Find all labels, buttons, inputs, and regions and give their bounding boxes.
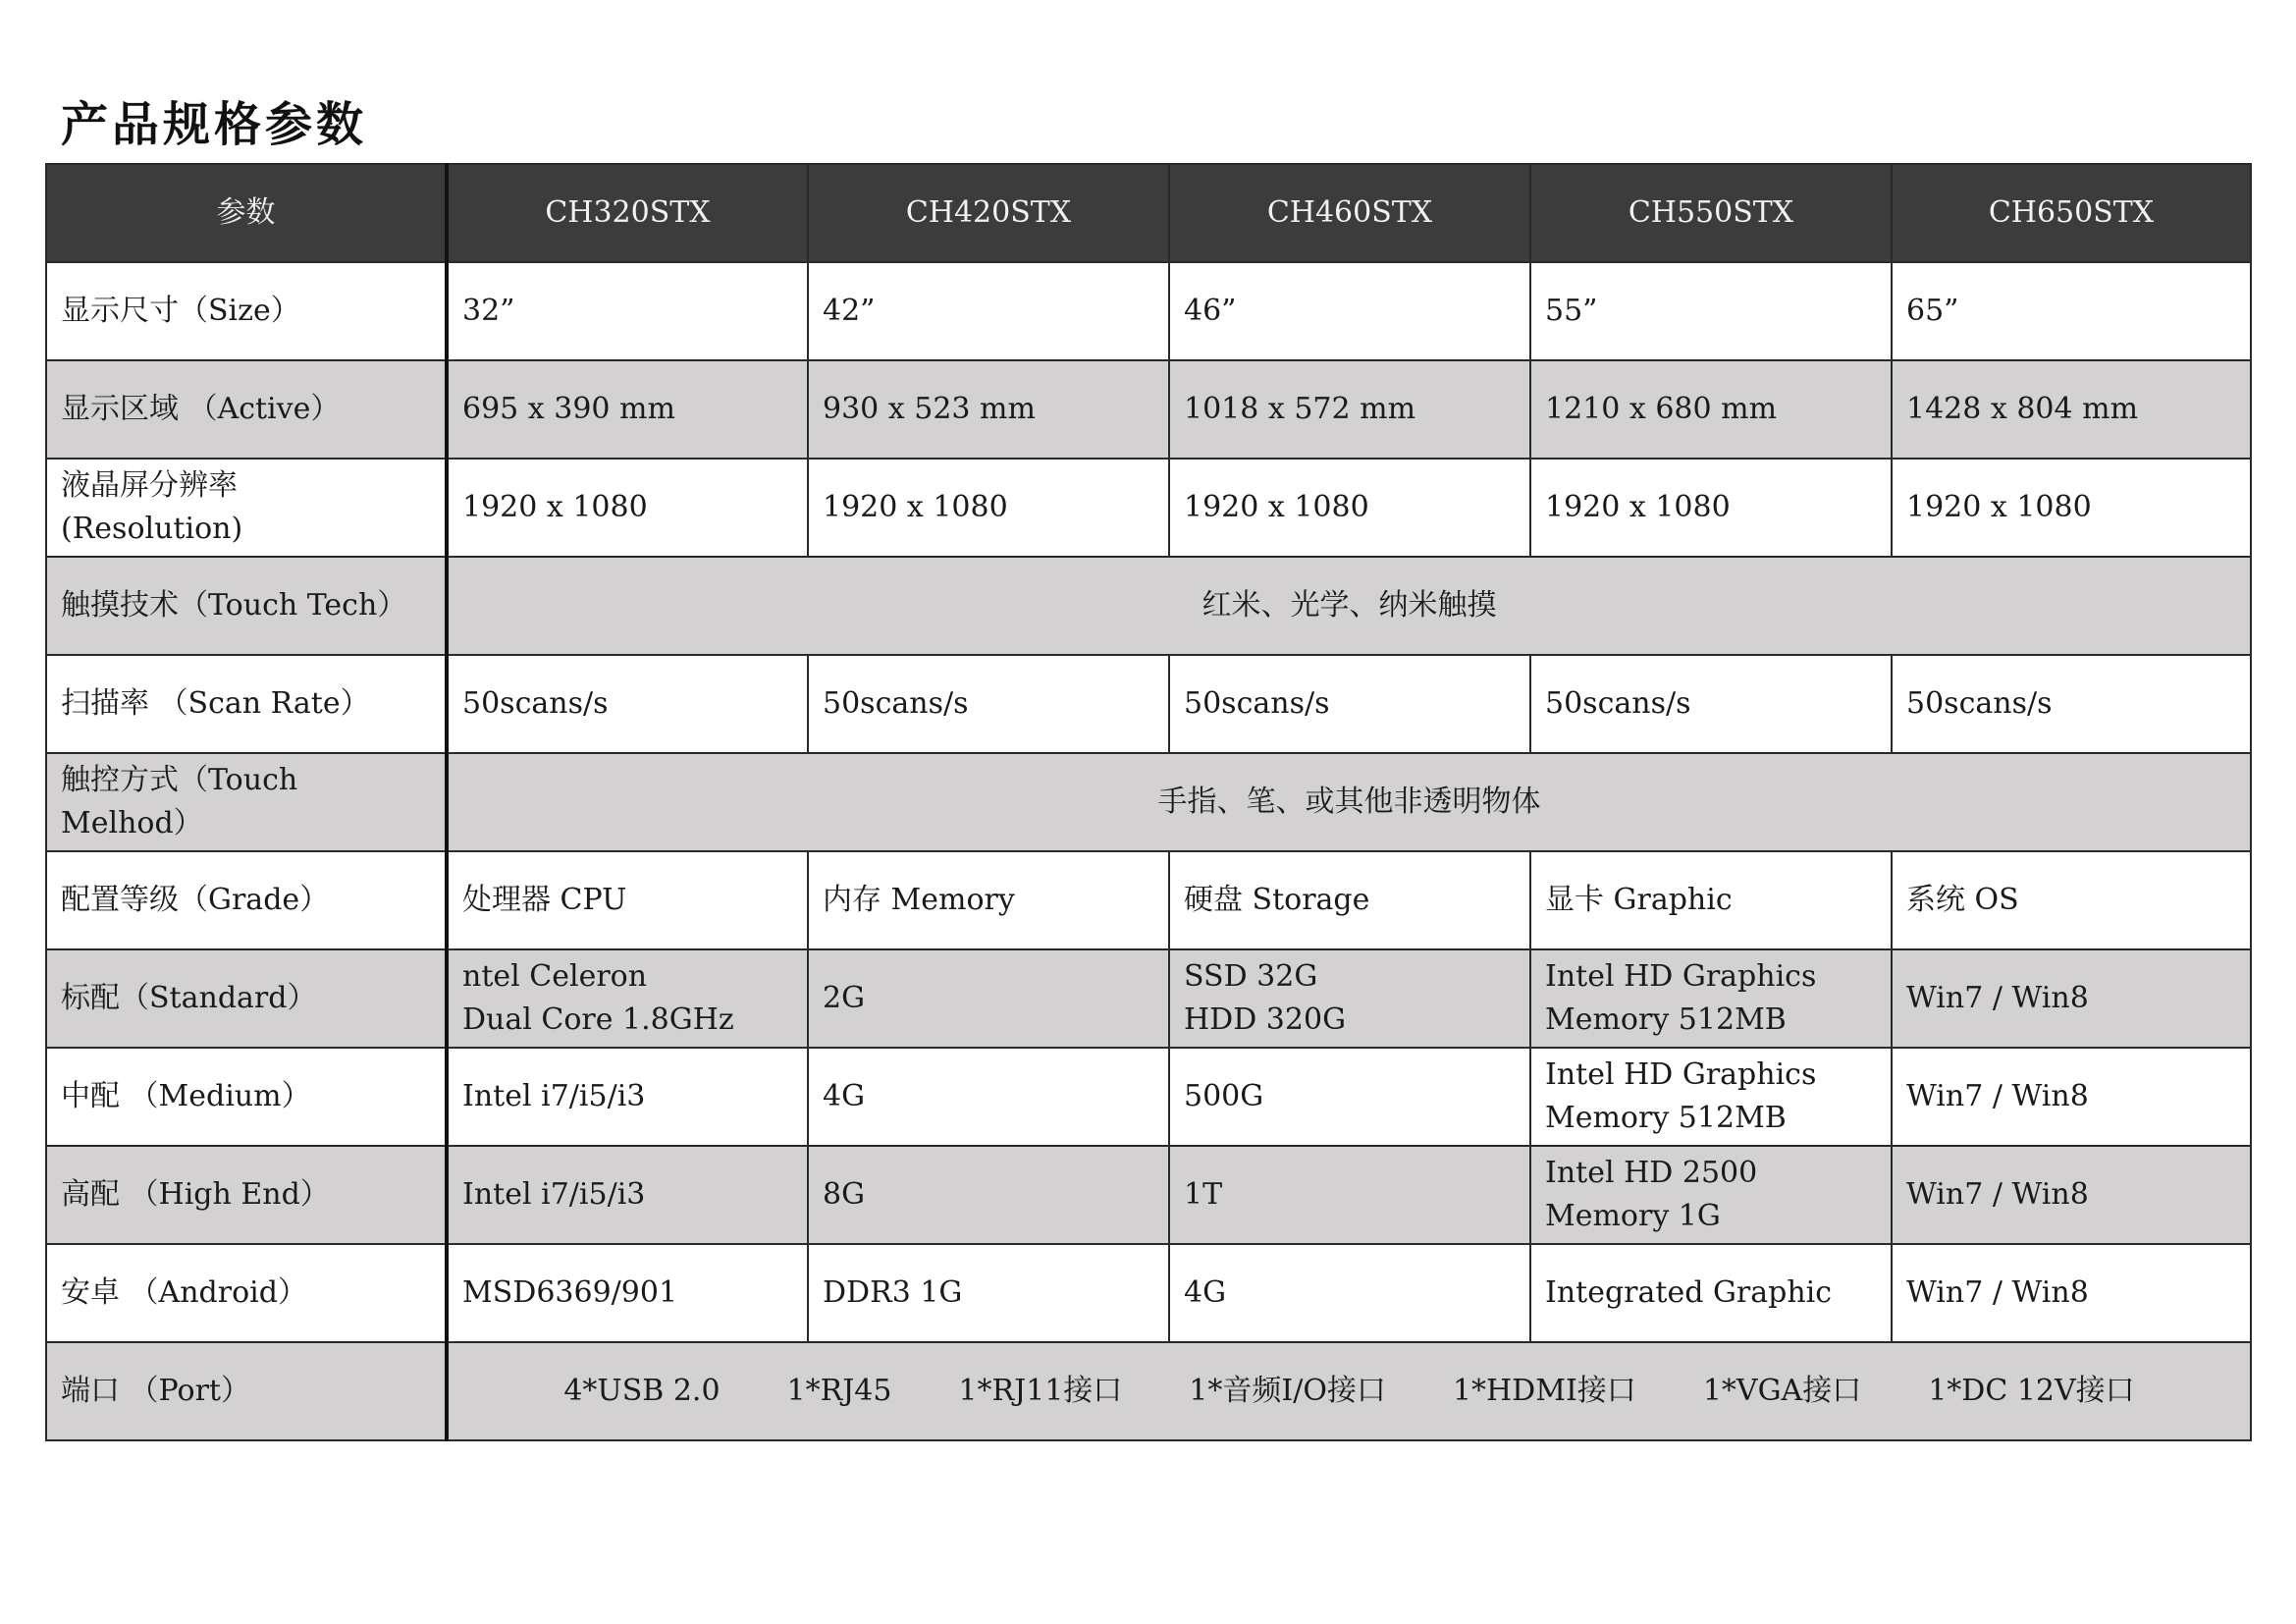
table-cell: 1920 x 1080 bbox=[1530, 459, 1892, 557]
row-label-line: (Resolution) bbox=[61, 512, 243, 546]
table-row-touch-method bbox=[46, 753, 2251, 851]
table-cell: 1920 x 1080 bbox=[808, 459, 1169, 557]
port-item: 1*RJ45 bbox=[786, 1374, 892, 1408]
header-model: CH650STX bbox=[1892, 164, 2251, 262]
row-label bbox=[46, 753, 447, 851]
table-row-size bbox=[46, 262, 2251, 360]
table-cell: 50scans/s bbox=[1530, 655, 1892, 753]
table-cell: 1210 x 680 mm bbox=[1530, 360, 1892, 459]
port-item: 1*RJ11接口 bbox=[958, 1374, 1123, 1408]
port-item: 1*HDMI接口 bbox=[1452, 1374, 1636, 1408]
port-item: 4*USB 2.0 bbox=[563, 1374, 721, 1408]
table-cell: 55” bbox=[1530, 262, 1892, 360]
table-cell: 1920 x 1080 bbox=[1169, 459, 1530, 557]
table-cell-merged: 红米、光学、纳米触摸 bbox=[447, 557, 2251, 655]
table-cell: 内存 Memory bbox=[808, 851, 1169, 949]
table-cell: MSD6369/901 bbox=[447, 1244, 808, 1342]
table-cell: 50scans/s bbox=[447, 655, 808, 753]
header-param: 参数 bbox=[46, 164, 447, 262]
table-row-android bbox=[46, 1244, 2251, 1342]
table-cell: 695 x 390 mm bbox=[447, 360, 808, 459]
row-label-line: 液晶屏分辨率 bbox=[61, 468, 238, 503]
header-model: CH420STX bbox=[808, 164, 1169, 262]
cell-line: Intel HD Graphics bbox=[1545, 959, 1817, 994]
table-cell: Win7 / Win8 bbox=[1892, 1146, 2251, 1244]
table-row-grade bbox=[46, 851, 2251, 949]
row-label bbox=[46, 459, 447, 557]
cell-line: SSD 32G bbox=[1184, 959, 1318, 994]
row-label: 中配 （Medium） bbox=[46, 1048, 447, 1146]
cell-line: Dual Core 1.8GHz bbox=[462, 1002, 734, 1037]
row-label-line: 触控方式（Touch bbox=[61, 763, 298, 797]
table-row-touch-tech bbox=[46, 557, 2251, 655]
cell-line: Memory 1G bbox=[1545, 1199, 1721, 1233]
port-item: 1*VGA接口 bbox=[1702, 1374, 1862, 1408]
row-label: 配置等级（Grade） bbox=[46, 851, 447, 949]
table-row-medium bbox=[46, 1048, 2251, 1146]
table-cell: 系统 OS bbox=[1892, 851, 2251, 949]
spec-table bbox=[45, 163, 2252, 1441]
table-cell: 42” bbox=[808, 262, 1169, 360]
row-label-line: Melhod） bbox=[61, 806, 203, 840]
row-label: 触摸技术（Touch Tech） bbox=[46, 557, 447, 655]
table-cell: 8G bbox=[808, 1146, 1169, 1244]
port-item: 1*DC 12V接口 bbox=[1928, 1374, 2135, 1408]
table-cell-merged: 手指、笔、或其他非透明物体 bbox=[447, 753, 2251, 851]
table-cell: 65” bbox=[1892, 262, 2251, 360]
cell-line: HDD 320G bbox=[1184, 1002, 1347, 1037]
row-label: 端口 （Port） bbox=[46, 1342, 447, 1440]
row-label: 标配（Standard） bbox=[46, 949, 447, 1048]
row-label: 显示区域 （Active） bbox=[46, 360, 447, 459]
cell-line: ntel Celeron bbox=[462, 959, 648, 994]
cell-line: Intel HD 2500 bbox=[1545, 1156, 1758, 1190]
table-cell bbox=[447, 949, 808, 1048]
table-cell-merged bbox=[447, 1342, 2251, 1440]
port-list bbox=[462, 1370, 2236, 1413]
header-row bbox=[46, 164, 2251, 262]
table-row-standard bbox=[46, 949, 2251, 1048]
table-row-resolution bbox=[46, 459, 2251, 557]
table-cell: 50scans/s bbox=[1892, 655, 2251, 753]
cell-line: Intel HD Graphics bbox=[1545, 1057, 1817, 1092]
table-cell: Integrated Graphic bbox=[1530, 1244, 1892, 1342]
table-cell: 显卡 Graphic bbox=[1530, 851, 1892, 949]
table-cell: Win7 / Win8 bbox=[1892, 1244, 2251, 1342]
table-cell: 2G bbox=[808, 949, 1169, 1048]
table-cell bbox=[1530, 949, 1892, 1048]
table-cell: 1018 x 572 mm bbox=[1169, 360, 1530, 459]
table-cell: 50scans/s bbox=[808, 655, 1169, 753]
table-row-scan-rate bbox=[46, 655, 2251, 753]
table-cell: 930 x 523 mm bbox=[808, 360, 1169, 459]
cell-line: Memory 512MB bbox=[1545, 1002, 1787, 1037]
cell-line: Memory 512MB bbox=[1545, 1101, 1787, 1135]
page-title: 产品规格参数 bbox=[61, 97, 368, 152]
table-cell: 处理器 CPU bbox=[447, 851, 808, 949]
table-row-active bbox=[46, 360, 2251, 459]
table-cell: 1920 x 1080 bbox=[1892, 459, 2251, 557]
table-cell: Win7 / Win8 bbox=[1892, 1048, 2251, 1146]
header-model: CH460STX bbox=[1169, 164, 1530, 262]
row-label: 高配 （High End） bbox=[46, 1146, 447, 1244]
row-label: 显示尺寸（Size） bbox=[46, 262, 447, 360]
table-cell: 32” bbox=[447, 262, 808, 360]
table-cell: 1T bbox=[1169, 1146, 1530, 1244]
table-cell: 500G bbox=[1169, 1048, 1530, 1146]
table-cell: Win7 / Win8 bbox=[1892, 949, 2251, 1048]
header-model: CH550STX bbox=[1530, 164, 1892, 262]
table-cell: Intel i7/i5/i3 bbox=[447, 1146, 808, 1244]
table-row-high-end bbox=[46, 1146, 2251, 1244]
table-cell: 46” bbox=[1169, 262, 1530, 360]
table-cell bbox=[1530, 1146, 1892, 1244]
table-cell: 1428 x 804 mm bbox=[1892, 360, 2251, 459]
table-cell bbox=[1169, 949, 1530, 1048]
table-cell: 4G bbox=[808, 1048, 1169, 1146]
table-cell bbox=[1530, 1048, 1892, 1146]
port-item: 1*音频I/O接口 bbox=[1189, 1374, 1386, 1408]
table-cell: 硬盘 Storage bbox=[1169, 851, 1530, 949]
table-cell: 50scans/s bbox=[1169, 655, 1530, 753]
table-cell: 4G bbox=[1169, 1244, 1530, 1342]
row-label: 扫描率 （Scan Rate） bbox=[46, 655, 447, 753]
header-model: CH320STX bbox=[447, 164, 808, 262]
table-cell: 1920 x 1080 bbox=[447, 459, 808, 557]
table-cell: Intel i7/i5/i3 bbox=[447, 1048, 808, 1146]
table-cell: DDR3 1G bbox=[808, 1244, 1169, 1342]
table-row-port bbox=[46, 1342, 2251, 1440]
row-label: 安卓 （Android） bbox=[46, 1244, 447, 1342]
